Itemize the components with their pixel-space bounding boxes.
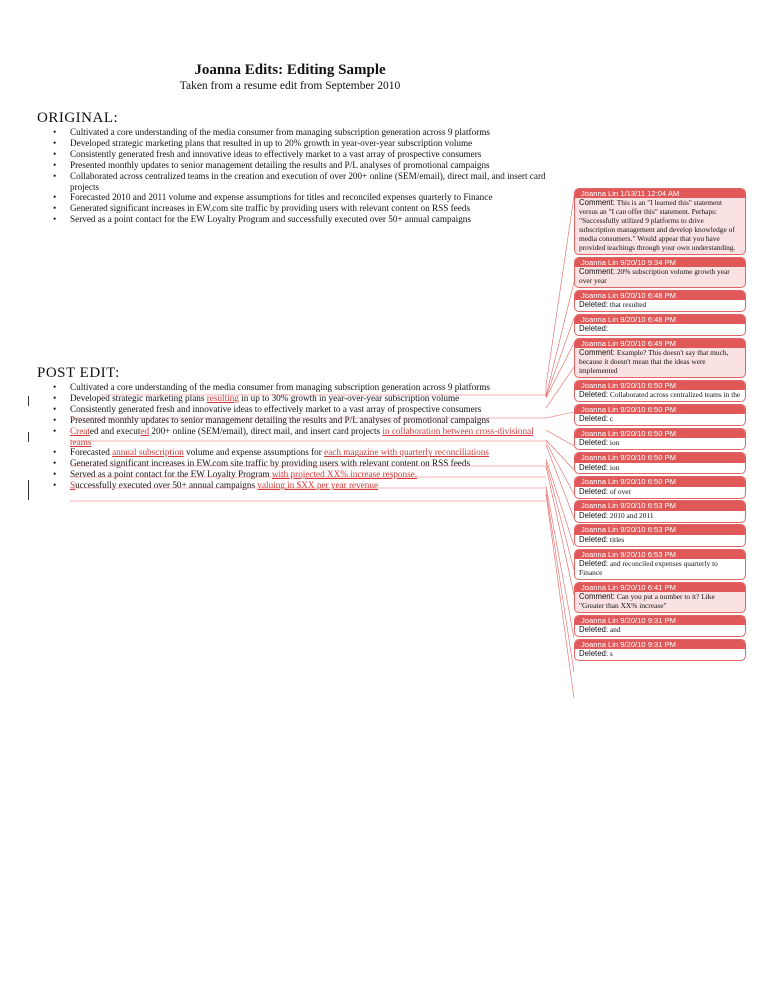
- list-item: • Presented monthly updates to senior management detailing the results and P/L analyses of promotional campaigns: [53, 160, 553, 171]
- connector-line: [546, 282, 574, 396]
- comment-body: [575, 300, 745, 311]
- connector-line: [546, 343, 574, 398]
- comment-header: Joanna Lin 9/20/10 6:50 PM: [575, 381, 745, 390]
- deletion-balloon[interactable]: [574, 314, 746, 336]
- balloon-kind: Deleted:: [579, 324, 609, 334]
- connector-line: [546, 459, 574, 546]
- comment-balloon[interactable]: [574, 582, 746, 613]
- comment-body: [575, 511, 745, 522]
- balloon-kind: Deleted:: [579, 414, 609, 424]
- comment-body: [575, 390, 745, 401]
- list-item: • Consistently generated fresh and innovative ideas to effectively market to a vast array of prospective consumers: [53, 149, 553, 160]
- list-item: • Cultivated a core understanding of the media consumer from managing subscription generation across 9 platforms: [53, 127, 553, 138]
- balloon-text: 2010 and 2011: [609, 510, 654, 520]
- comment-header: Joanna Lin 1/13/11 12:04 AM: [575, 189, 745, 198]
- bullet-text: Developed strategic marketing plans: [70, 392, 207, 403]
- insertion-mark[interactable]: ed: [140, 425, 150, 436]
- balloon-text: c: [609, 414, 614, 424]
- comment-header: Joanna Lin 9/20/10 6:49 PM: [575, 339, 745, 348]
- comment-header: Joanna Lin 9/20/10 6:50 PM: [575, 405, 745, 414]
- comment-balloon[interactable]: [574, 188, 746, 255]
- connector-line: [546, 445, 574, 518]
- original-heading: ORIGINAL:: [37, 110, 119, 126]
- comment-body: [575, 414, 745, 425]
- insertion-mark[interactable]: each magazine with quarterly reconciliations: [324, 447, 489, 458]
- bullet-text: Served as a point contact for the EW Loyalty Program: [70, 469, 272, 480]
- balloon-text: of over: [609, 486, 632, 496]
- balloon-text: s: [609, 649, 613, 659]
- list-item: • Forecasted 2010 and 2011 volume and expense assumptions for titles and reconciled expenses quarterly to Finance: [53, 192, 553, 203]
- comment-body: [575, 324, 745, 335]
- comment-body: [575, 267, 745, 287]
- comment-body: [575, 649, 745, 660]
- balloon-kind: Deleted:: [579, 558, 609, 568]
- comment-header: Joanna Lin 9/20/10 6:48 PM: [575, 315, 745, 324]
- comment-header: Joanna Lin 9/20/10 6:53 PM: [575, 525, 745, 534]
- document-title: Joanna Edits: Editing Sample: [194, 62, 386, 78]
- balloon-text: 20% subscription volume growth year over year: [579, 267, 730, 285]
- connector-line: [546, 466, 574, 595]
- balloon-kind: Deleted:: [579, 438, 609, 448]
- balloon-kind: Deleted:: [579, 510, 609, 520]
- comment-header: Joanna Lin 9/20/10 9:31 PM: [575, 616, 745, 625]
- connector-line: [546, 440, 574, 470]
- deletion-balloon[interactable]: [574, 549, 746, 580]
- balloon-kind: Deleted:: [579, 390, 609, 400]
- deletion-balloon[interactable]: [574, 452, 746, 474]
- bullet-text: in up to 30% growth in year-over-year subscription volume: [238, 392, 460, 403]
- balloon-kind: Deleted:: [579, 534, 609, 544]
- comment-body: [575, 463, 745, 474]
- insertion-mark[interactable]: valuing in $XX per year revenue: [257, 480, 379, 491]
- bullet-text: uccessfully executed over 50+ annual campaigns: [75, 480, 258, 491]
- insertion-mark[interactable]: in collaboration between cross-divisional teams: [70, 425, 534, 447]
- balloon-text: Example? This doesn't say that much, because it doesn't mean that the ideas were implemented: [579, 348, 729, 376]
- balloon-text: Can you put a number to it? Like "Greater than XX% increase": [579, 591, 715, 610]
- comment-header: Joanna Lin 9/20/10 6:48 PM: [575, 291, 745, 300]
- connector-line: [546, 412, 574, 418]
- comment-balloon[interactable]: [574, 257, 746, 288]
- comment-body: [575, 198, 745, 253]
- balloon-kind: Comment:: [579, 591, 615, 601]
- balloon-text: Collaborated across centralized teams in the: [609, 390, 741, 400]
- list-item: • Developed strategic marketing plans that resulted in up to 20% growth in year-over-year subscription volume: [53, 138, 553, 149]
- comment-header: Joanna Lin 9/20/10 6:53 PM: [575, 550, 745, 559]
- balloon-kind: Deleted:: [579, 462, 609, 472]
- balloon-kind: Deleted:: [579, 625, 609, 634]
- balloon-text: ion: [609, 438, 620, 448]
- balloon-text: and reconciled expenses quarterly to Finance: [579, 558, 718, 577]
- connector-line: [546, 367, 574, 408]
- balloon-text: titles: [609, 534, 625, 544]
- connector-line: [546, 494, 574, 698]
- deletion-balloon[interactable]: [574, 380, 746, 402]
- comment-header: Joanna Lin 9/20/10 9:34 PM: [575, 258, 745, 267]
- deletion-balloon[interactable]: [574, 404, 746, 426]
- balloon-kind: Comment:: [579, 348, 615, 358]
- bullet-text: Consistently generated fresh and innovative ideas to effectively market to a vast array of prospective consumers: [70, 403, 482, 414]
- comment-body: [575, 625, 745, 636]
- comment-balloon[interactable]: [574, 338, 746, 378]
- comment-header: Joanna Lin 9/20/10 6:50 PM: [575, 429, 745, 438]
- bullet-text: ed and execut: [89, 425, 141, 436]
- balloon-kind: Deleted:: [579, 300, 609, 310]
- deletion-balloon[interactable]: [574, 476, 746, 498]
- deletion-balloon[interactable]: [574, 290, 746, 312]
- bullet-text: volume and expense assumptions for: [183, 447, 325, 458]
- deletion-balloon[interactable]: [574, 428, 746, 450]
- balloon-text: This is an "I learned this" statement versus an "I can offer this" statement. Perhaps: "Successfully utilized 9 platforms to drive subscription management and develop knowledge of media consumers." Would appear that you have provided teachings through your own understanding.: [579, 198, 736, 252]
- balloon-kind: Comment:: [579, 198, 615, 208]
- insertion-mark[interactable]: with projected XX% increase response.: [271, 469, 418, 480]
- bullet-text: Cultivated a core understanding of the media consumer from managing subscription generation across 9 platforms: [70, 382, 490, 392]
- comment-header: Joanna Lin 9/20/10 6:50 PM: [575, 477, 745, 486]
- insertion-mark[interactable]: annual subscription: [112, 447, 184, 458]
- connector-line: [546, 490, 574, 672]
- comment-body: [575, 592, 745, 612]
- bullet-text: 200+ online (SEM/email), direct mail, and insert card projects: [149, 425, 383, 436]
- bullet-text: Generated significant increases in EW.com site traffic by providing users with relevant content on RSS feeds: [70, 458, 471, 469]
- post-edit-heading: POST EDIT:: [37, 365, 120, 381]
- balloon-kind: Deleted:: [579, 486, 609, 496]
- comment-body: [575, 559, 745, 579]
- comment-header: Joanna Lin 9/20/10 6:41 PM: [575, 583, 745, 592]
- comment-header: Joanna Lin 9/20/10 9:31 PM: [575, 640, 745, 649]
- deletion-balloon[interactable]: [574, 524, 746, 546]
- insertion-mark[interactable]: resulting: [206, 392, 239, 403]
- document-subtitle: Taken from a resume edit from September 2010: [179, 80, 401, 92]
- list-item: • Collaborated across centralized teams in the creation and execution of over 200+ online (SEM/email), direct mail, and insert card projects: [53, 171, 553, 193]
- deletion-balloon[interactable]: [574, 639, 746, 661]
- bullet-text: Presented monthly updates to senior management detailing the results and P/L analyses of promotional campaigns: [70, 414, 490, 425]
- balloon-text: ion: [609, 462, 620, 472]
- connector-line: [546, 430, 574, 446]
- comments-pane: [574, 188, 746, 663]
- balloon-kind: Comment:: [579, 267, 615, 277]
- insertion-mark[interactable]: S: [70, 480, 76, 491]
- comment-body: [575, 535, 745, 546]
- comment-body: [575, 487, 745, 498]
- list-item: • Served as a point contact for the EW Loyalty Program and successfully executed over 50+ annual campaigns: [53, 214, 553, 225]
- comment-body: [575, 438, 745, 449]
- list-item: • Generated significant increases in EW.com site traffic by providing users with relevant content on RSS feeds: [53, 203, 553, 214]
- deletion-balloon[interactable]: [574, 500, 746, 522]
- balloon-text: and: [609, 625, 621, 634]
- comment-header: Joanna Lin 9/20/10 6:53 PM: [575, 501, 745, 510]
- deletion-balloon[interactable]: [574, 615, 746, 637]
- comment-body: [575, 348, 745, 377]
- bullet-text: Forecasted: [70, 447, 113, 458]
- connector-line: [546, 486, 574, 638]
- comment-header: Joanna Lin 9/20/10 6:50 PM: [575, 453, 745, 462]
- balloon-kind: Deleted:: [579, 649, 609, 659]
- balloon-text: that resulted: [609, 300, 647, 310]
- insertion-mark[interactable]: Creat: [70, 425, 90, 436]
